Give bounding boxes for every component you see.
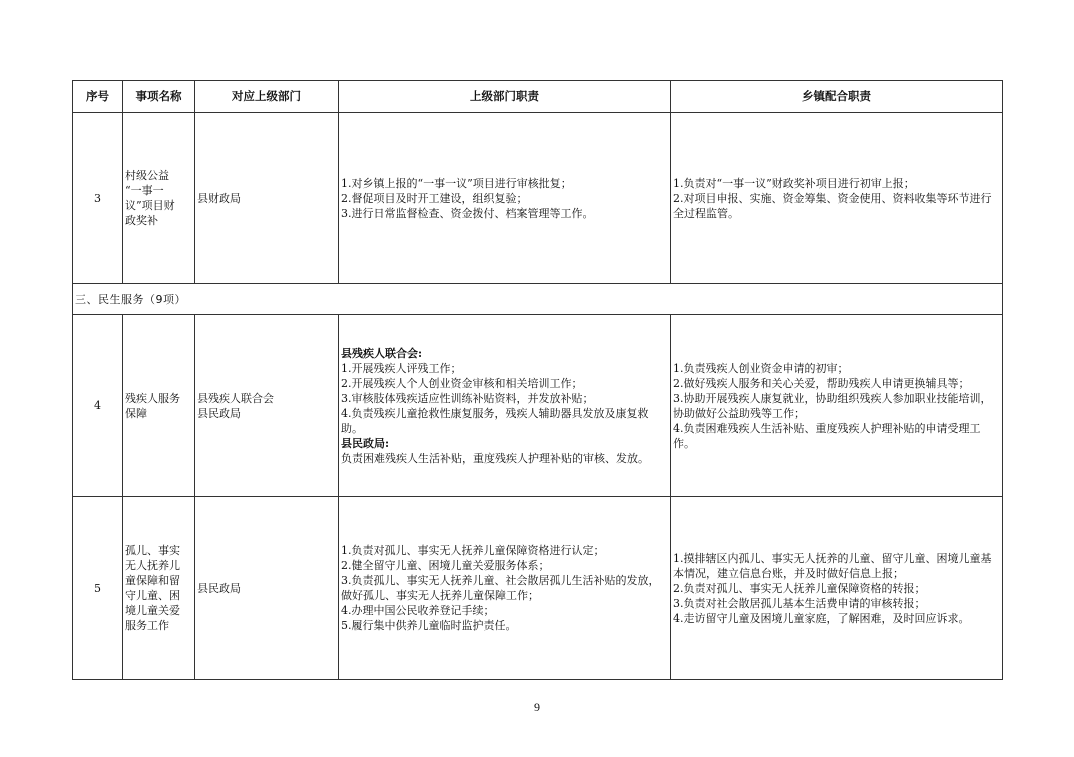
dept-line: 县民政局	[197, 581, 241, 595]
duty-heading: 县民政局:	[341, 436, 390, 450]
header-upper-duties: 上级部门职责	[339, 81, 671, 113]
duty-line: 4.办理中国公民收养登记手续；	[341, 604, 495, 617]
header-upper-dept: 对应上级部门	[195, 81, 339, 113]
dept-line: 县残疾人联合会	[197, 391, 274, 405]
table-row	[73, 315, 1003, 497]
duty-table	[72, 80, 1003, 680]
duty-heading: 县残疾人联合会:	[341, 346, 423, 360]
duty-line: 2.对项目申报、实施、资金筹集、资金使用、资料收集等环节进行全过程监管。	[673, 191, 992, 220]
duty-line: 3.审核肢体残疾适应性训练补贴资料，并发放补贴；	[341, 391, 594, 405]
page-number: 9	[534, 700, 540, 714]
duty-line: 2.做好残疾人服务和关心关爱，帮助残疾人申请更换辅具等；	[673, 376, 970, 390]
dept-line: 县财政局	[197, 191, 241, 205]
cell-item-name	[123, 497, 195, 680]
cell-serial: 3	[73, 113, 123, 284]
cell-serial: 5	[73, 497, 123, 680]
cell-upper-duties	[339, 113, 671, 284]
section-row	[73, 284, 1003, 315]
cell-town-duties	[671, 113, 1003, 284]
cell-town-duties	[671, 497, 1003, 680]
name-line: 童保障和留	[125, 574, 180, 587]
duty-line: 4.负责困难残疾人生活补贴、重度残疾人护理补贴的申请受理工作。	[673, 421, 981, 450]
header-serial: 序号	[73, 81, 123, 113]
table-row	[73, 113, 1003, 284]
duty-line: 1.负责对孤儿、事实无人抚养儿童保障资格进行认定；	[341, 544, 605, 557]
cell-item-name	[123, 113, 195, 284]
table-row	[73, 497, 1003, 680]
duty-line: 4.负责残疾儿童抢救性康复服务，残疾人辅助器具发放及康复救助。	[341, 406, 649, 435]
cell-serial: 4	[73, 315, 123, 497]
duty-line: 2.负责对孤儿、事实无人抚养儿童保障资格的转报；	[673, 581, 926, 595]
cell-town-duties	[671, 315, 1003, 497]
duty-line: 5.履行集中供养儿童临时监护责任。	[341, 619, 517, 632]
duty-line: 4.走访留守儿童及困境儿童家庭，了解困难，及时回应诉求。	[673, 611, 970, 625]
duty-line: 2.督促项目及时开工建设，组织复验；	[341, 191, 528, 205]
name-line: 服务工作	[125, 619, 169, 632]
name-line: 无人抚养儿	[125, 559, 180, 572]
duty-line: 1.摸排辖区内孤儿、事实无人抚养的儿童、留守儿童、困境儿童基本情况，建立信息台账，并及时做好信息上报；	[673, 551, 992, 580]
duty-line: 1.开展残疾人评残工作；	[341, 361, 462, 375]
duty-line: 3.进行日常监督检查、资金拨付、档案管理等工作。	[341, 206, 594, 220]
duty-line: 1.负责对“一事一议”财政奖补项目进行初审上报；	[673, 176, 915, 190]
duty-line: 2.开展残疾人个人创业资金审核和相关培训工作；	[341, 376, 583, 390]
duty-line: 2.健全留守儿童、困境儿童关爱服务体系；	[341, 559, 550, 572]
name-line: 村级公益	[125, 169, 169, 182]
duty-line: 1.负责残疾人创业资金申请的初审；	[673, 361, 849, 375]
cell-upper-dept	[195, 113, 339, 284]
name-line: 残疾人服务	[125, 391, 180, 405]
name-line: 议”项目财	[125, 199, 175, 212]
table-header-row	[73, 81, 1003, 113]
name-line: 孤儿、事实	[125, 544, 180, 557]
name-line: 保障	[125, 406, 147, 420]
dept-line: 县民政局	[197, 406, 241, 420]
name-line: 境儿童关爱	[125, 604, 180, 617]
name-line: 政奖补	[125, 214, 158, 227]
header-town-duties: 乡镇配合职责	[671, 81, 1003, 113]
header-item-name: 事项名称	[123, 81, 195, 113]
name-line: “一事一	[125, 184, 164, 197]
duty-line: 3.负责对社会散居孤儿基本生活费申请的审核转报；	[673, 596, 926, 610]
cell-item-name	[123, 315, 195, 497]
section-title: 三、民生服务（9项）	[73, 284, 1003, 315]
cell-upper-dept	[195, 497, 339, 680]
duty-line: 1.对乡镇上报的“一事一议”项目进行审核批复；	[341, 176, 572, 190]
name-line: 守儿童、困	[125, 589, 180, 602]
cell-upper-duties	[339, 497, 671, 680]
cell-upper-dept	[195, 315, 339, 497]
duty-line: 3.协助开展残疾人康复就业，协助组织残疾人参加职业技能培训，协助做好公益助残等工作；	[673, 391, 992, 420]
duty-line: 负责困难残疾人生活补贴，重度残疾人护理补贴的审核、发放。	[341, 451, 649, 465]
duty-line: 3.负责孤儿、事实无人抚养儿童、社会散居孤儿生活补贴的发放，做好孤儿、事实无人抚养儿童保障工作；	[341, 574, 660, 602]
cell-upper-duties	[339, 315, 671, 497]
